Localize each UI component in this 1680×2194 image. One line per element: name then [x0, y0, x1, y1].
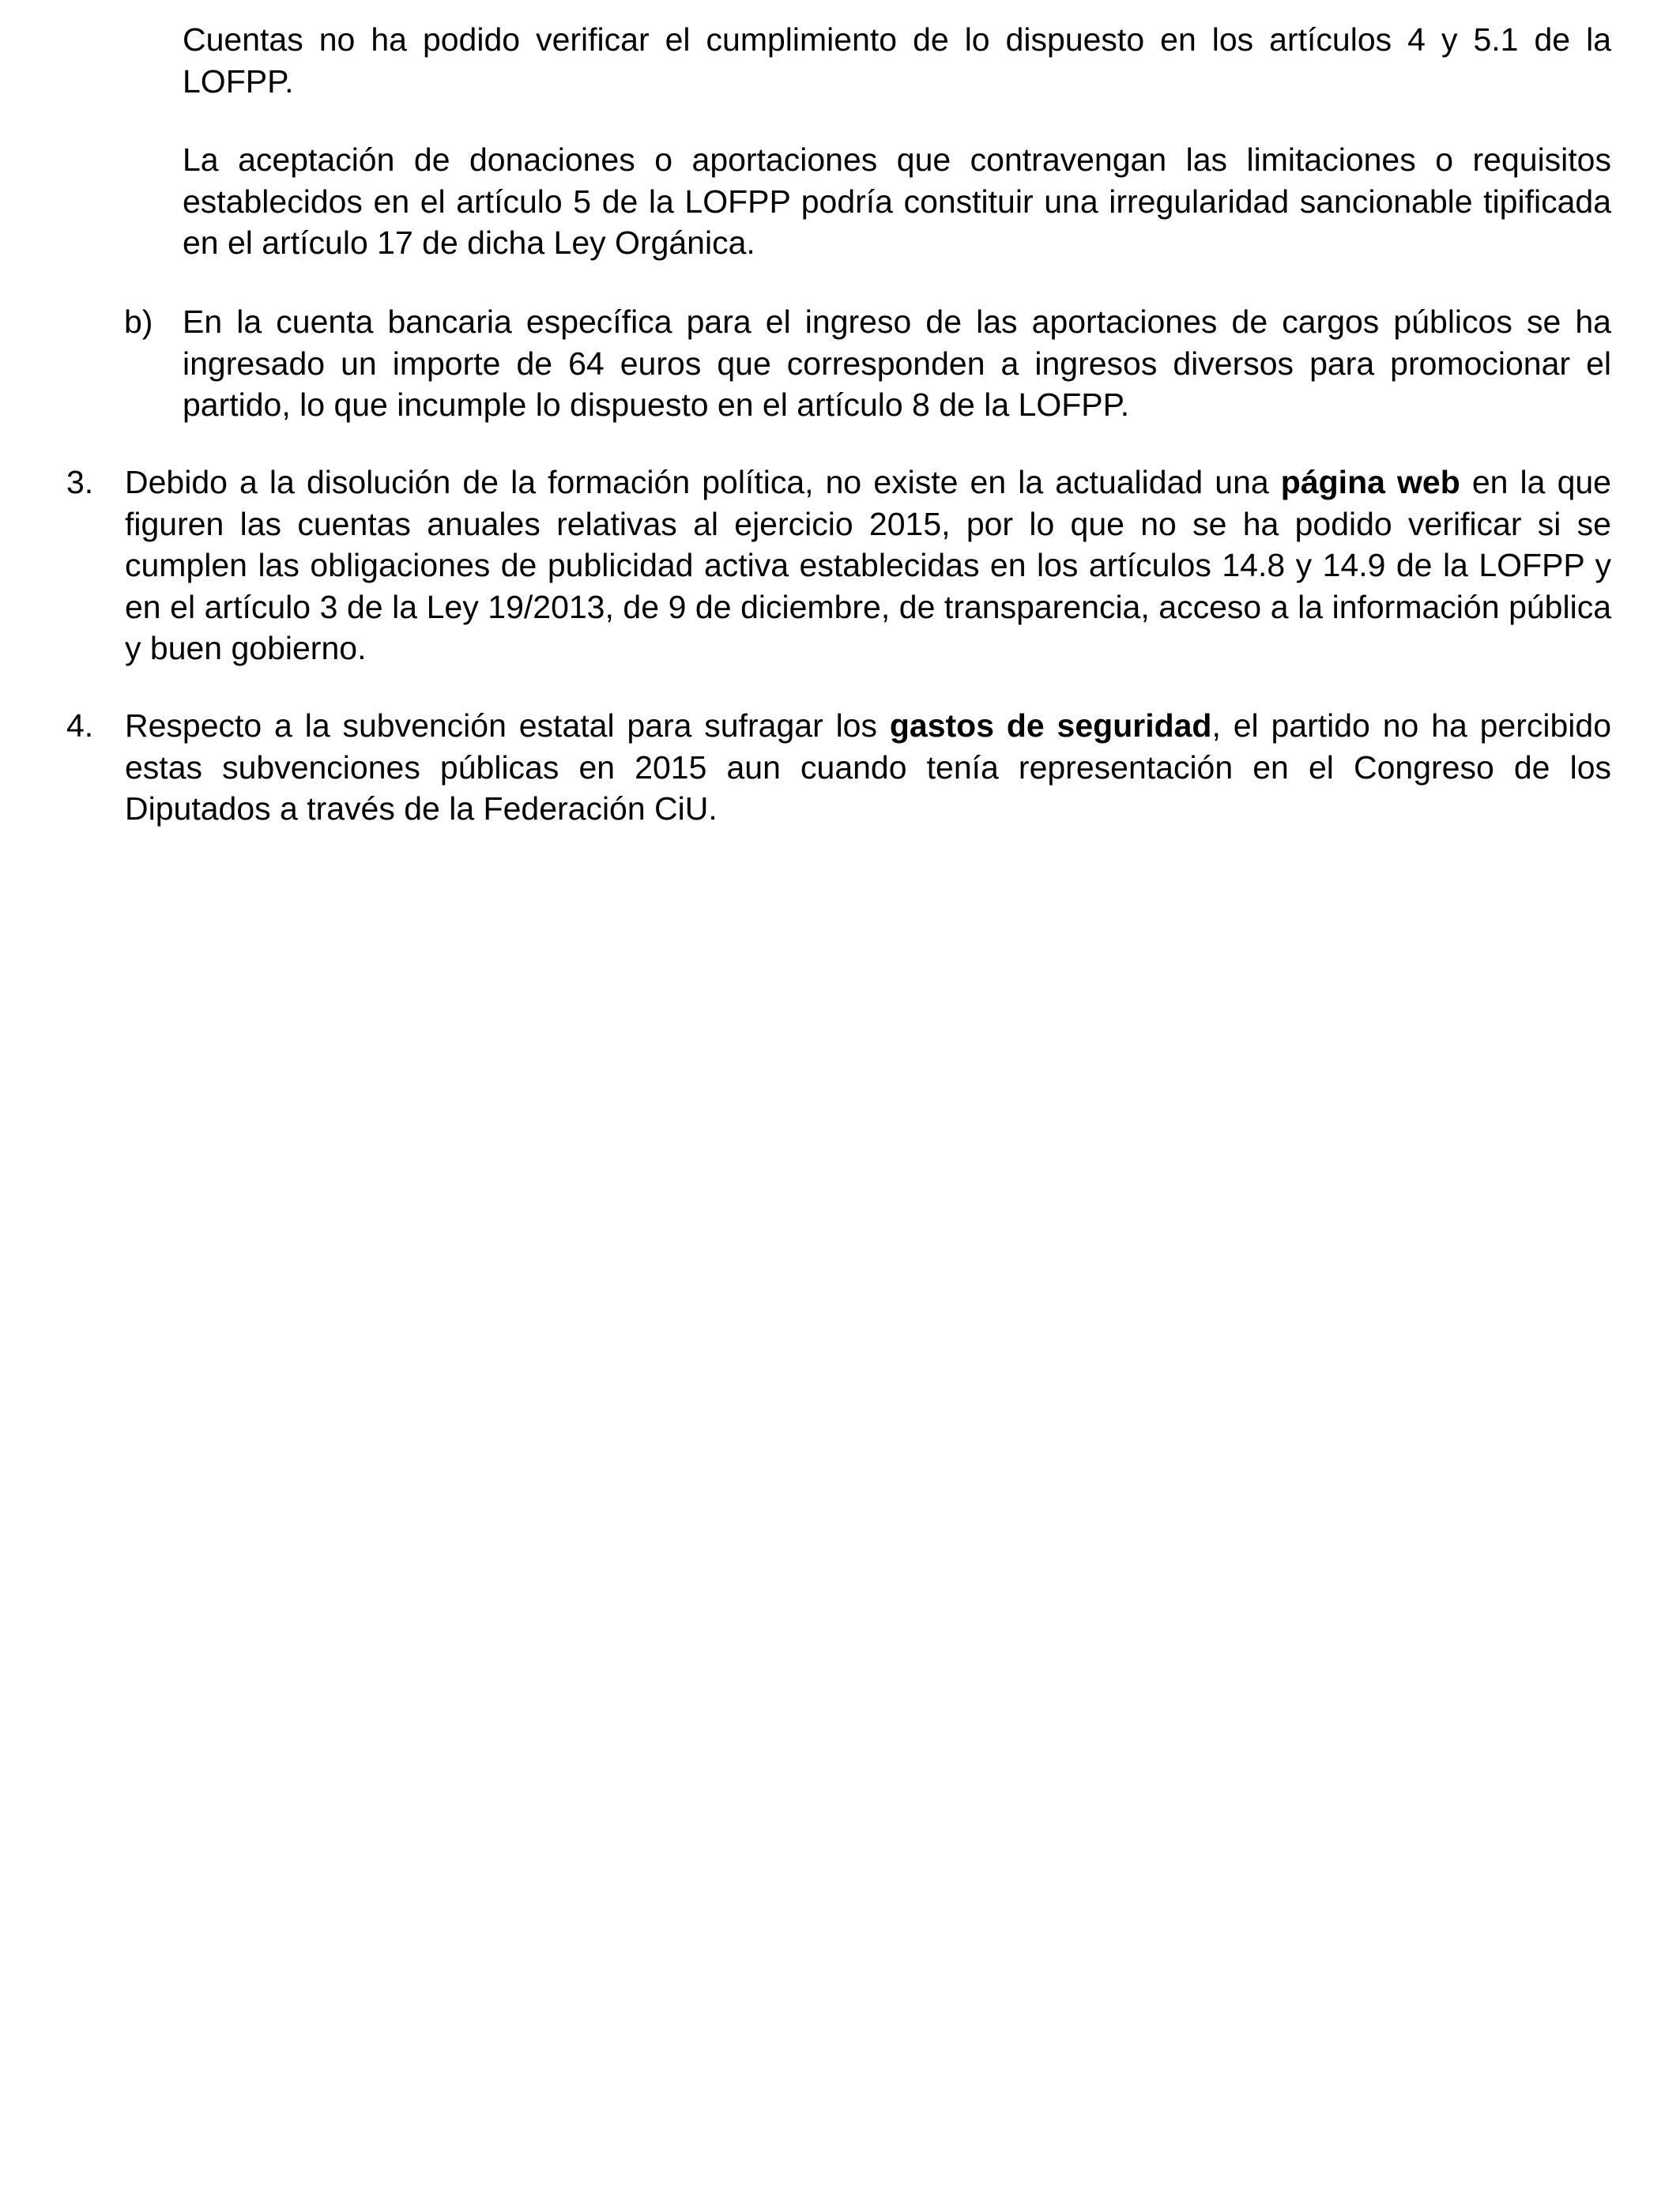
item-3-text-after: en la que figuren las cuentas anuales relativas al ejercicio 2015, por lo que no se ha podido verificar si se cumplen las obligaciones de publicidad activa establecidas en los artículos 14.8 y 14.9 de la LOFPP y en el artículo 3 de la Ley 19/2013, de 9 de diciembre, de transparencia, acceso a la información pública y buen gobierno. [125, 464, 1611, 666]
list-marker-b: b) [124, 303, 153, 340]
item-4-text-after: , el partido no ha percibido estas subvenciones públicas en 2015 aun cuando tenía representación en el Congreso de los Diputados a través de la Federación CiU. [125, 707, 1611, 827]
list-marker-4: 4. [66, 707, 94, 744]
item-3-bold-term: página web [1280, 464, 1460, 500]
item-3-text-before: Debido a la disolución de la formación política, no existe en la actualidad una [125, 464, 1281, 500]
item-4-bold-term: gastos de seguridad [889, 707, 1212, 744]
list-item-3 [125, 462, 1611, 669]
sanction-paragraph: La aceptación de donaciones o aportaciones que contravengan las limitaciones o requisitos establecidos en el artículo 5 de la LOFPP podría constituir una irregularidad sancionable tipificada en el artículo 17 de dicha Ley Orgánica. [183, 141, 1611, 261]
list-item-4 [125, 705, 1611, 830]
list-item-b: En la cuenta bancaria específica para el ingreso de las aportaciones de cargos públicos se ha ingresado un importe de 64 euros que corresponden a ingresos diversos para promocionar el partido, lo que incumple lo dispuesto en el artículo 8 de la LOFPP. [183, 303, 1611, 423]
item-4-text-before: Respecto a la subvención estatal para sufragar los [125, 707, 890, 744]
continuation-paragraph: Cuentas no ha podido verificar el cumplimiento de lo dispuesto en los artículos 4 y 5.1 de la LOFPP. [183, 21, 1611, 100]
list-marker-3: 3. [66, 464, 94, 500]
